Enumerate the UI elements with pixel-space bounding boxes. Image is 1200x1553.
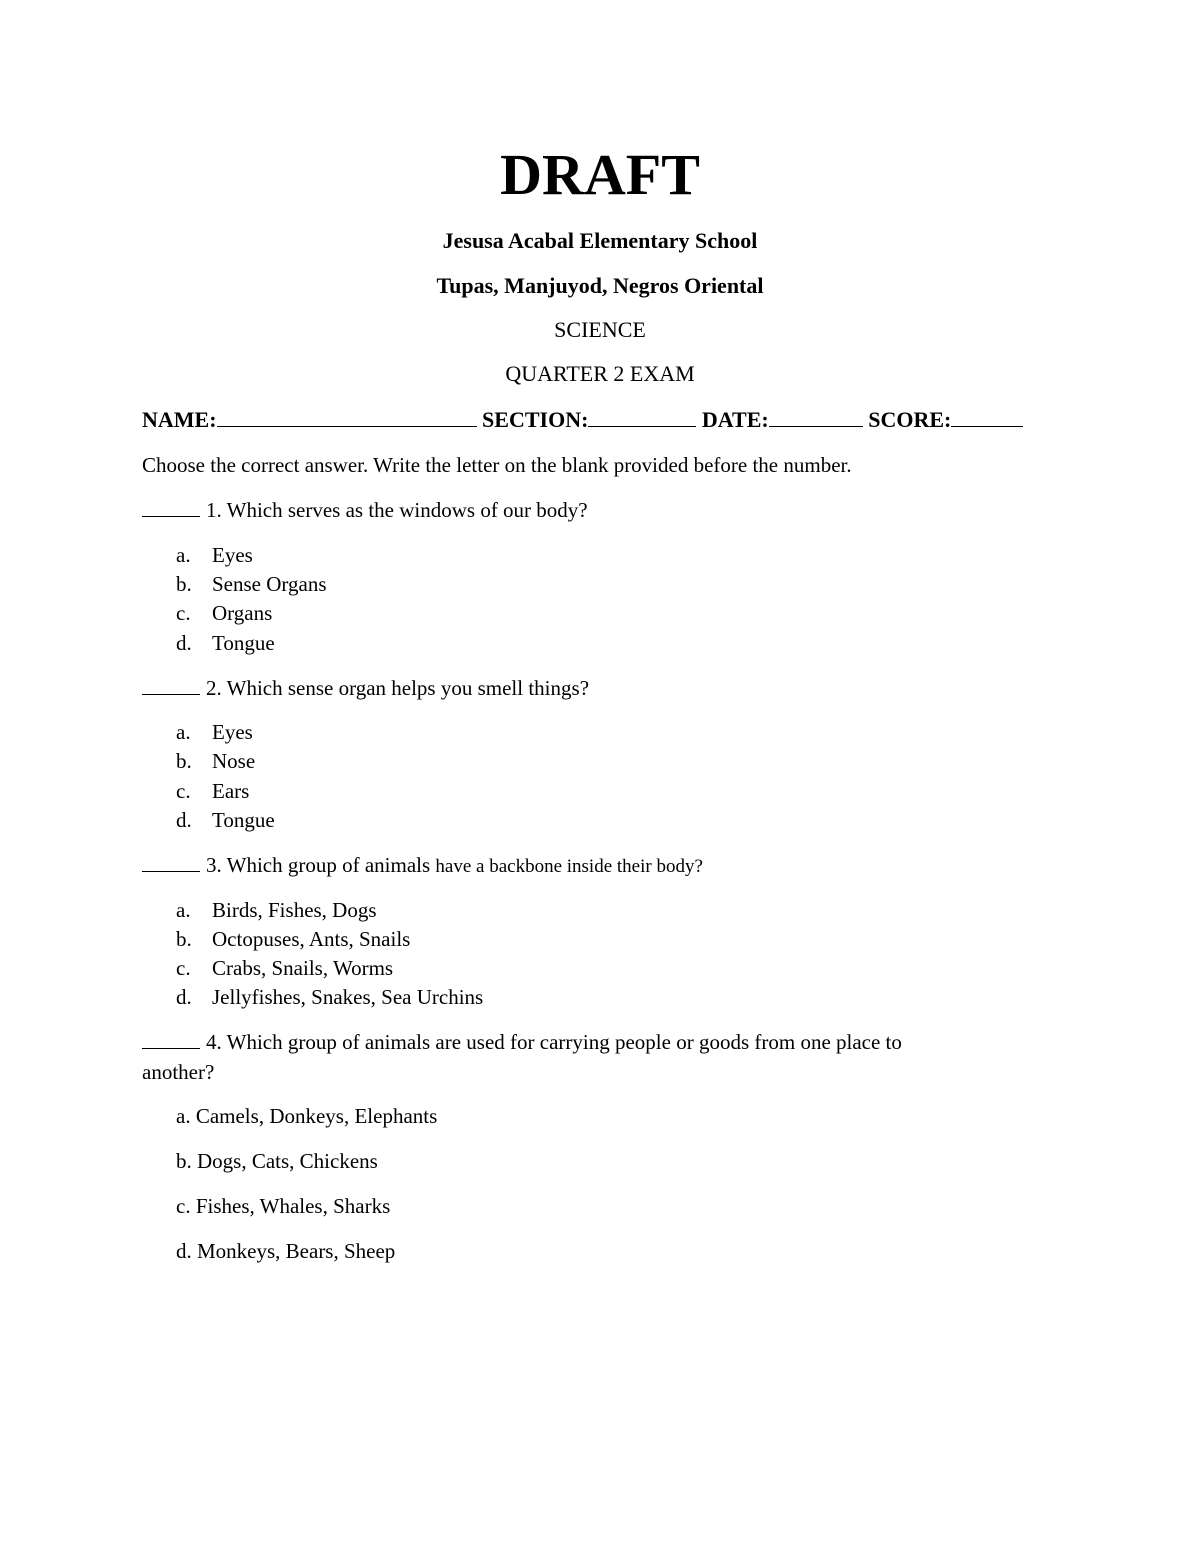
score-label: SCORE: (868, 407, 952, 432)
option-1c: c. Organs (176, 601, 273, 625)
instructions: Choose the correct answer. Write the letter on the blank provided before the number. (142, 453, 852, 477)
school-location: Tupas, Manjuyod, Negros Oriental (436, 273, 764, 298)
option-4a: a. Camels, Donkeys, Elephants (176, 1104, 438, 1128)
option-1b: b. Sense Organs (176, 572, 327, 596)
option-1d: d. Tongue (176, 631, 275, 655)
question-3 (142, 852, 703, 880)
question-text: Which serves as the windows of our body? (226, 498, 588, 522)
section-label: SECTION: (482, 407, 589, 432)
option-2b: b. Nose (176, 749, 256, 773)
question-number: 2. (206, 676, 222, 700)
option-3c: c. Crabs, Snails, Worms (176, 956, 394, 980)
option-3d: d. Jellyfishes, Snakes, Sea Urchins (176, 985, 484, 1009)
question-text: Which group of animals (226, 853, 431, 877)
option-4b: b. Dogs, Cats, Chickens (176, 1149, 378, 1173)
student-info-row (142, 406, 1023, 433)
question-4-continued: another? (142, 1060, 215, 1084)
question-text: Which group of animals are used for carrying people or goods from one place to (226, 1030, 902, 1054)
answer-blank-3[interactable] (142, 853, 200, 872)
question-text: Which sense organ helps you smell things? (226, 676, 590, 700)
question-4 (142, 1029, 902, 1055)
subject-title: SCIENCE (554, 317, 646, 342)
school-name: Jesusa Acabal Elementary School (442, 228, 758, 253)
question-number: 1. (206, 498, 222, 522)
option-2a: a. Eyes (176, 720, 253, 744)
option-3a: a. Birds, Fishes, Dogs (176, 898, 377, 922)
question-number: 4. (206, 1030, 222, 1054)
date-label: DATE: (701, 407, 769, 432)
answer-blank-4[interactable] (142, 1030, 200, 1049)
option-4d: d. Monkeys, Bears, Sheep (176, 1239, 396, 1263)
score-blank[interactable] (951, 406, 1023, 427)
option-2d: d. Tongue (176, 808, 275, 832)
answer-blank-1[interactable] (142, 498, 200, 517)
option-4c: c. Fishes, Whales, Sharks (176, 1194, 391, 1218)
date-blank[interactable] (769, 406, 863, 427)
option-3b: b. Octopuses, Ants, Snails (176, 927, 411, 951)
question-1 (142, 497, 588, 523)
question-2 (142, 675, 589, 701)
exam-title: QUARTER 2 EXAM (505, 361, 695, 386)
section-blank[interactable] (588, 406, 696, 427)
option-2c: c. Ears (176, 779, 250, 803)
name-blank[interactable] (217, 406, 477, 427)
answer-blank-2[interactable] (142, 676, 200, 695)
draft-watermark: DRAFT (500, 142, 700, 207)
question-text-small: have a backbone inside their body? (435, 856, 703, 877)
name-label: NAME: (142, 407, 217, 432)
option-1a: a. Eyes (176, 543, 253, 567)
question-number: 3. (206, 853, 222, 877)
